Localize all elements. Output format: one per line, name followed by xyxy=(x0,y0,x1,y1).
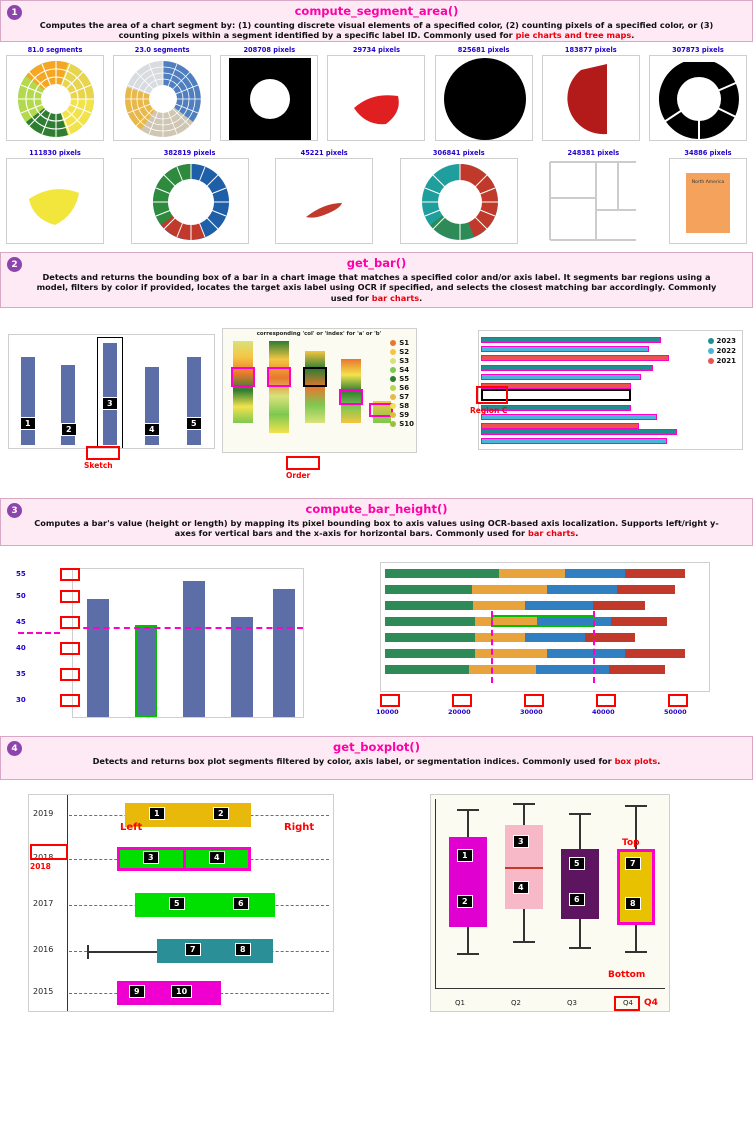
stacked-bar-row xyxy=(385,601,645,610)
selection-box xyxy=(267,367,291,387)
legend-label: S10 xyxy=(399,420,414,428)
legend-swatch xyxy=(390,367,396,373)
ocr-box-category xyxy=(614,996,640,1011)
y-tick-label: 55 xyxy=(16,570,26,578)
figure-cell xyxy=(669,149,747,244)
selected-segment-box xyxy=(303,367,327,387)
legend-swatch xyxy=(390,358,396,364)
bar-label: 2 xyxy=(61,423,77,436)
value-guide-line xyxy=(593,611,595,683)
section-4-title: get_boxplot() xyxy=(333,740,420,754)
legend-label: S1 xyxy=(399,339,410,347)
bar xyxy=(481,374,641,380)
axis-label: 2015 xyxy=(33,987,54,996)
ocr-box xyxy=(596,694,616,707)
section-1-banner xyxy=(0,0,753,42)
figure-caption: 306841 pixels xyxy=(432,149,485,157)
bar xyxy=(481,365,653,371)
box-label: 3 xyxy=(143,851,159,864)
median-line xyxy=(505,867,543,869)
figure-caption: 23.0 segments xyxy=(134,46,190,54)
treemap-outline xyxy=(544,158,642,244)
legend-swatch xyxy=(390,349,396,355)
wedge-svg xyxy=(328,56,425,141)
bar-label: 4 xyxy=(144,423,160,436)
figure-cell xyxy=(220,46,318,141)
x-tick-label: 40000 xyxy=(592,708,615,716)
x-tick-label: 20000 xyxy=(448,708,471,716)
figure-cell xyxy=(131,149,249,244)
section-4-figures xyxy=(0,780,753,1030)
section-3-description xyxy=(1,516,752,543)
value-guide-line xyxy=(73,627,303,629)
section-2-title: get_bar() xyxy=(346,256,407,270)
stacked-column xyxy=(305,351,325,423)
whisker xyxy=(467,809,469,837)
whisker-cap xyxy=(513,803,535,805)
segment xyxy=(593,601,645,610)
bar xyxy=(273,589,295,717)
section-1-number: 1 xyxy=(7,5,22,20)
legend-item xyxy=(390,339,414,347)
y-tick-label: 35 xyxy=(16,670,26,678)
segment xyxy=(617,585,675,594)
bar xyxy=(481,346,649,352)
x-tick-label: Q4 xyxy=(623,999,633,1007)
ocr-box xyxy=(60,668,80,681)
box-label: 1 xyxy=(149,807,165,820)
mask-svg xyxy=(650,56,747,141)
box xyxy=(135,893,275,917)
segment-red-sliver xyxy=(275,158,373,244)
segment xyxy=(525,633,585,642)
ocr-box xyxy=(60,616,80,629)
chart-legend xyxy=(390,339,414,428)
section-2-banner xyxy=(0,252,753,308)
ocr-box xyxy=(668,694,688,707)
mask-arc-segments xyxy=(649,55,747,141)
annotation-label-top: Top xyxy=(622,838,640,848)
segment xyxy=(475,649,547,658)
segment xyxy=(385,665,469,674)
annotation-label-right: Right xyxy=(284,822,315,833)
selection-box xyxy=(339,389,363,405)
chart-title: corresponding 'col' or 'index' for 'a' or 'b' xyxy=(256,331,382,337)
segment xyxy=(385,617,475,626)
legend-swatch xyxy=(390,403,396,409)
annotation-label-bottom: Bottom xyxy=(608,970,646,980)
segment xyxy=(547,585,617,594)
bar-label: 3 xyxy=(102,397,118,410)
bar-chart-vertical xyxy=(8,334,215,449)
segment-red-wedge xyxy=(327,55,425,141)
stacked-bar-row xyxy=(385,633,635,642)
segment-red-pie xyxy=(542,55,640,141)
selected-bar-box xyxy=(97,337,123,449)
legend-label: S2 xyxy=(399,348,410,356)
whisker-cap xyxy=(513,941,535,943)
x-tick-label: Q2 xyxy=(511,999,521,1007)
bar xyxy=(87,599,109,717)
legend-swatch xyxy=(708,348,714,354)
segment xyxy=(499,569,565,578)
figure-cell xyxy=(6,46,104,141)
whisker xyxy=(523,909,525,943)
pie-svg xyxy=(543,56,640,141)
stacked-bar-row xyxy=(385,569,685,578)
section-1-desc-red: pie charts and tree maps xyxy=(515,30,632,41)
axis-label: 2018 xyxy=(33,853,54,862)
legend-label: S6 xyxy=(399,384,410,392)
bar xyxy=(231,617,253,717)
figure-cell xyxy=(649,46,747,141)
legend-item xyxy=(390,348,414,356)
bar-label: 1 xyxy=(20,417,36,430)
annotation-box-order xyxy=(286,456,320,470)
whisker xyxy=(467,927,469,955)
stacked-bar-row xyxy=(385,585,675,594)
ocr-box xyxy=(60,642,80,655)
whisker-cap xyxy=(569,813,591,815)
y-axis xyxy=(435,799,436,989)
donut-svg xyxy=(401,159,518,244)
legend-label: S4 xyxy=(399,366,410,374)
sliver-svg xyxy=(276,159,373,244)
figure-caption: 183877 pixels xyxy=(564,46,617,54)
annotation-label-left: Left xyxy=(120,822,143,833)
bar xyxy=(187,357,201,445)
box-label: 8 xyxy=(235,943,251,956)
figure-caption: 111830 pixels xyxy=(29,149,81,157)
box-label: 7 xyxy=(185,943,201,956)
section-4-desc-pre: Detects and returns box plot segments filtered by color, axis label, or segmentation indices. Commonly used for xyxy=(92,756,615,766)
box-label: 9 xyxy=(129,985,145,998)
figure-cell xyxy=(542,46,640,141)
box-label: 4 xyxy=(209,851,225,864)
x-tick-label: 50000 xyxy=(664,708,687,716)
stacked-column-chart xyxy=(222,328,417,453)
axis-label: 2017 xyxy=(33,899,54,908)
section-2-desc-post: . xyxy=(419,292,423,303)
whisker xyxy=(523,803,525,825)
section-2-figures xyxy=(0,308,753,498)
segment xyxy=(469,665,536,674)
section-4-description xyxy=(1,754,752,770)
section-3-desc-red: bar charts xyxy=(527,528,576,539)
value-guide-line xyxy=(18,632,60,634)
legend-label: S9 xyxy=(399,411,410,419)
donut-chart-green-blue xyxy=(131,158,249,244)
legend-item xyxy=(390,420,414,428)
box-label: 6 xyxy=(569,893,585,906)
figure-caption: 45221 pixels xyxy=(300,149,348,157)
wedge-svg xyxy=(7,159,104,244)
donut-svg xyxy=(114,56,211,141)
section-1-row-1 xyxy=(0,42,753,141)
section-3-banner xyxy=(0,498,753,546)
section-4-banner xyxy=(0,736,753,780)
section-3-desc-pre: Computes a bar's value (height or length) by mapping its pixel bounding box to axis values using OCR-based axis localization. Supports left/right y-axes for vertical bars and the x-axis for horizontal bars. Commonly used for xyxy=(34,518,719,539)
ocr-box-year xyxy=(30,844,68,860)
donut-svg xyxy=(7,56,104,141)
donut-chart-teal-red xyxy=(400,158,518,244)
section-4-desc-post: . xyxy=(657,756,661,766)
box-label: 8 xyxy=(625,897,641,910)
figure-cell xyxy=(400,149,518,244)
donut-chart-pastel xyxy=(113,55,211,141)
segment xyxy=(385,585,472,594)
whisker xyxy=(635,925,637,953)
bar-highlighted xyxy=(135,625,157,717)
y-tick-label: 30 xyxy=(16,696,26,704)
ocr-box xyxy=(380,694,400,707)
whisker-cap xyxy=(457,809,479,811)
donut-chart-multicolor xyxy=(6,55,104,141)
stacked-bar-chart-horizontal xyxy=(380,562,710,692)
figure-caption: 382819 pixels xyxy=(163,149,216,157)
bar-highlighted-box xyxy=(491,615,595,627)
bar xyxy=(183,581,205,717)
bar xyxy=(481,355,669,361)
legend-label: 2023 xyxy=(716,337,736,345)
axis-label: 2016 xyxy=(33,945,54,954)
section-3-desc-post: . xyxy=(575,528,579,539)
x-tick-label: Q3 xyxy=(567,999,577,1007)
bar-chart-horizontal-grouped xyxy=(478,330,743,450)
box-label: 4 xyxy=(513,881,529,894)
section-1-description xyxy=(1,18,752,45)
y-axis-tick-annotations xyxy=(16,570,72,718)
segment xyxy=(472,585,547,594)
bar xyxy=(21,357,35,445)
annotation-box-region xyxy=(476,386,508,404)
annotation-box-sketch xyxy=(86,446,120,460)
mask-svg xyxy=(436,56,533,141)
box-label: 5 xyxy=(169,897,185,910)
segment xyxy=(536,665,609,674)
figure-caption: 34886 pixels xyxy=(684,149,732,157)
bar xyxy=(481,438,667,444)
legend-item xyxy=(390,384,414,392)
svg-text:North America: North America xyxy=(691,180,725,185)
legend-item xyxy=(708,347,736,355)
bar-label: 5 xyxy=(186,417,202,430)
section-2-desc-red: bar charts xyxy=(371,292,420,303)
whisker xyxy=(579,813,581,849)
box-label: 10 xyxy=(171,985,192,998)
box-label: 5 xyxy=(569,857,585,870)
bar xyxy=(481,429,677,435)
section-1-title: compute_segment_area() xyxy=(294,4,459,18)
figure-caption: 248381 pixels xyxy=(567,149,620,157)
figure-caption: 208708 pixels xyxy=(243,46,296,54)
whisker xyxy=(579,919,581,949)
annotation-label-region: Region C xyxy=(470,406,508,415)
section-3-figures xyxy=(0,546,753,736)
whisker-line xyxy=(87,951,157,953)
segment xyxy=(385,633,475,642)
stacked-column xyxy=(269,341,289,433)
segment xyxy=(385,601,473,610)
whisker-cap xyxy=(625,805,647,807)
bar-chart-with-axis xyxy=(72,568,304,718)
legend-item xyxy=(390,411,414,419)
whisker-cap xyxy=(457,953,479,955)
legend-swatch xyxy=(390,340,396,346)
segment xyxy=(385,649,475,658)
legend-label: S8 xyxy=(399,402,410,410)
figure-caption: 81.0 segments xyxy=(27,46,83,54)
section-3-title: compute_bar_height() xyxy=(305,502,448,516)
figure-cell xyxy=(275,149,373,244)
legend-item xyxy=(390,393,414,401)
legend-swatch xyxy=(390,412,396,418)
figure-caption: 825681 pixels xyxy=(457,46,510,54)
legend-swatch xyxy=(708,358,714,364)
legend-label: S5 xyxy=(399,375,410,383)
x-tick-label: Q1 xyxy=(455,999,465,1007)
segment xyxy=(609,665,665,674)
legend-label: 2022 xyxy=(716,347,736,355)
section-1-desc-pre: Computes the area of a chart segment by: (1) counting discrete visual elements of a specified color, (2) counting pixels of a specified color, or (3) counting pixels within a segment identified by a specific label ID. Commonly used for xyxy=(39,20,714,41)
section-1-row-2 xyxy=(0,141,753,244)
box-label: 1 xyxy=(457,849,473,862)
section-4-number: 4 xyxy=(7,741,22,756)
y-tick-label: 45 xyxy=(16,618,26,626)
legend-label: S3 xyxy=(399,357,410,365)
section-4-desc-red: box plots xyxy=(614,756,658,766)
box-label: 7 xyxy=(625,857,641,870)
stacked-bar-row xyxy=(385,649,685,658)
ocr-box xyxy=(452,694,472,707)
legend-item xyxy=(708,337,736,345)
legend-swatch xyxy=(390,376,396,382)
segment xyxy=(611,617,667,626)
x-axis xyxy=(435,988,665,989)
figure-cell xyxy=(435,46,533,141)
legend-item xyxy=(390,402,414,410)
segment xyxy=(475,633,525,642)
box-label: 2 xyxy=(457,895,473,908)
figure-cell xyxy=(113,46,211,141)
bar xyxy=(481,337,661,343)
y-axis xyxy=(67,795,68,1011)
segment xyxy=(525,601,593,610)
box-label: 3 xyxy=(513,835,529,848)
segment xyxy=(625,649,685,658)
ocr-box xyxy=(60,568,80,581)
bar-group xyxy=(481,337,738,361)
section-3-number: 3 xyxy=(7,503,22,518)
chart-legend xyxy=(708,337,736,365)
figure-cell xyxy=(327,46,425,141)
segment xyxy=(385,569,499,578)
whisker-cap xyxy=(569,947,591,949)
mask-svg xyxy=(221,56,318,141)
legend-label: S7 xyxy=(399,393,410,401)
y-tick-label: 50 xyxy=(16,592,26,600)
segment xyxy=(473,601,525,610)
section-1-desc-post: . xyxy=(631,30,635,41)
treemap-orange-cell xyxy=(669,158,747,244)
mask-full-circle xyxy=(435,55,533,141)
segment xyxy=(547,649,625,658)
figure-cell xyxy=(6,149,104,244)
legend-swatch xyxy=(390,421,396,427)
bar-group xyxy=(481,429,677,444)
segment-yellow-wedge xyxy=(6,158,104,244)
x-tick-label: 30000 xyxy=(520,708,543,716)
legend-label: 2021 xyxy=(716,357,736,365)
section-2-desc-pre: Detects and returns the bounding box of a bar in a chart image that matches a specified color and/or axis label. It segments bar regions using a model, filters by color if provided, locates the target axis label using OCR if specified, and selects the closest matching bar accordingly. Commonly used for xyxy=(36,272,717,303)
legend-swatch xyxy=(390,394,396,400)
x-tick-label: 10000 xyxy=(376,708,399,716)
section-2-number: 2 xyxy=(7,257,22,272)
annotation-label-order: Order xyxy=(286,471,311,480)
legend-item xyxy=(708,357,736,365)
axis-label: 2019 xyxy=(33,809,54,818)
figure-caption: 307873 pixels xyxy=(672,46,724,54)
donut-svg xyxy=(132,159,249,244)
figure-cell xyxy=(544,149,642,244)
annotation-label-year: 2018 xyxy=(30,862,51,871)
mask-donut-black xyxy=(220,55,318,141)
ocr-box xyxy=(524,694,544,707)
section-2-description xyxy=(1,270,752,307)
y-tick-label: 40 xyxy=(16,644,26,652)
annotation-label-q4: Q4 xyxy=(644,998,658,1008)
stacked-bar-row xyxy=(385,665,665,674)
legend-item xyxy=(390,357,414,365)
median-line xyxy=(183,847,186,871)
ocr-box xyxy=(60,590,80,603)
box xyxy=(125,803,251,827)
box-label: 6 xyxy=(233,897,249,910)
treemap-cell-svg xyxy=(670,159,747,244)
segment xyxy=(625,569,685,578)
value-guide-line xyxy=(491,611,493,683)
figure-caption: 29734 pixels xyxy=(352,46,401,54)
selection-box xyxy=(231,367,255,387)
legend-swatch xyxy=(390,385,396,391)
box-label: 2 xyxy=(213,807,229,820)
legend-swatch xyxy=(708,338,714,344)
whisker-cap xyxy=(625,951,647,953)
annotation-label-sketch: Sketch xyxy=(84,461,113,470)
box xyxy=(157,939,273,963)
ocr-box xyxy=(60,694,80,707)
x-axis-tick-annotations xyxy=(376,694,720,720)
segment xyxy=(565,569,625,578)
treemap-svg xyxy=(544,158,642,244)
legend-item xyxy=(390,375,414,383)
legend-item xyxy=(390,366,414,374)
